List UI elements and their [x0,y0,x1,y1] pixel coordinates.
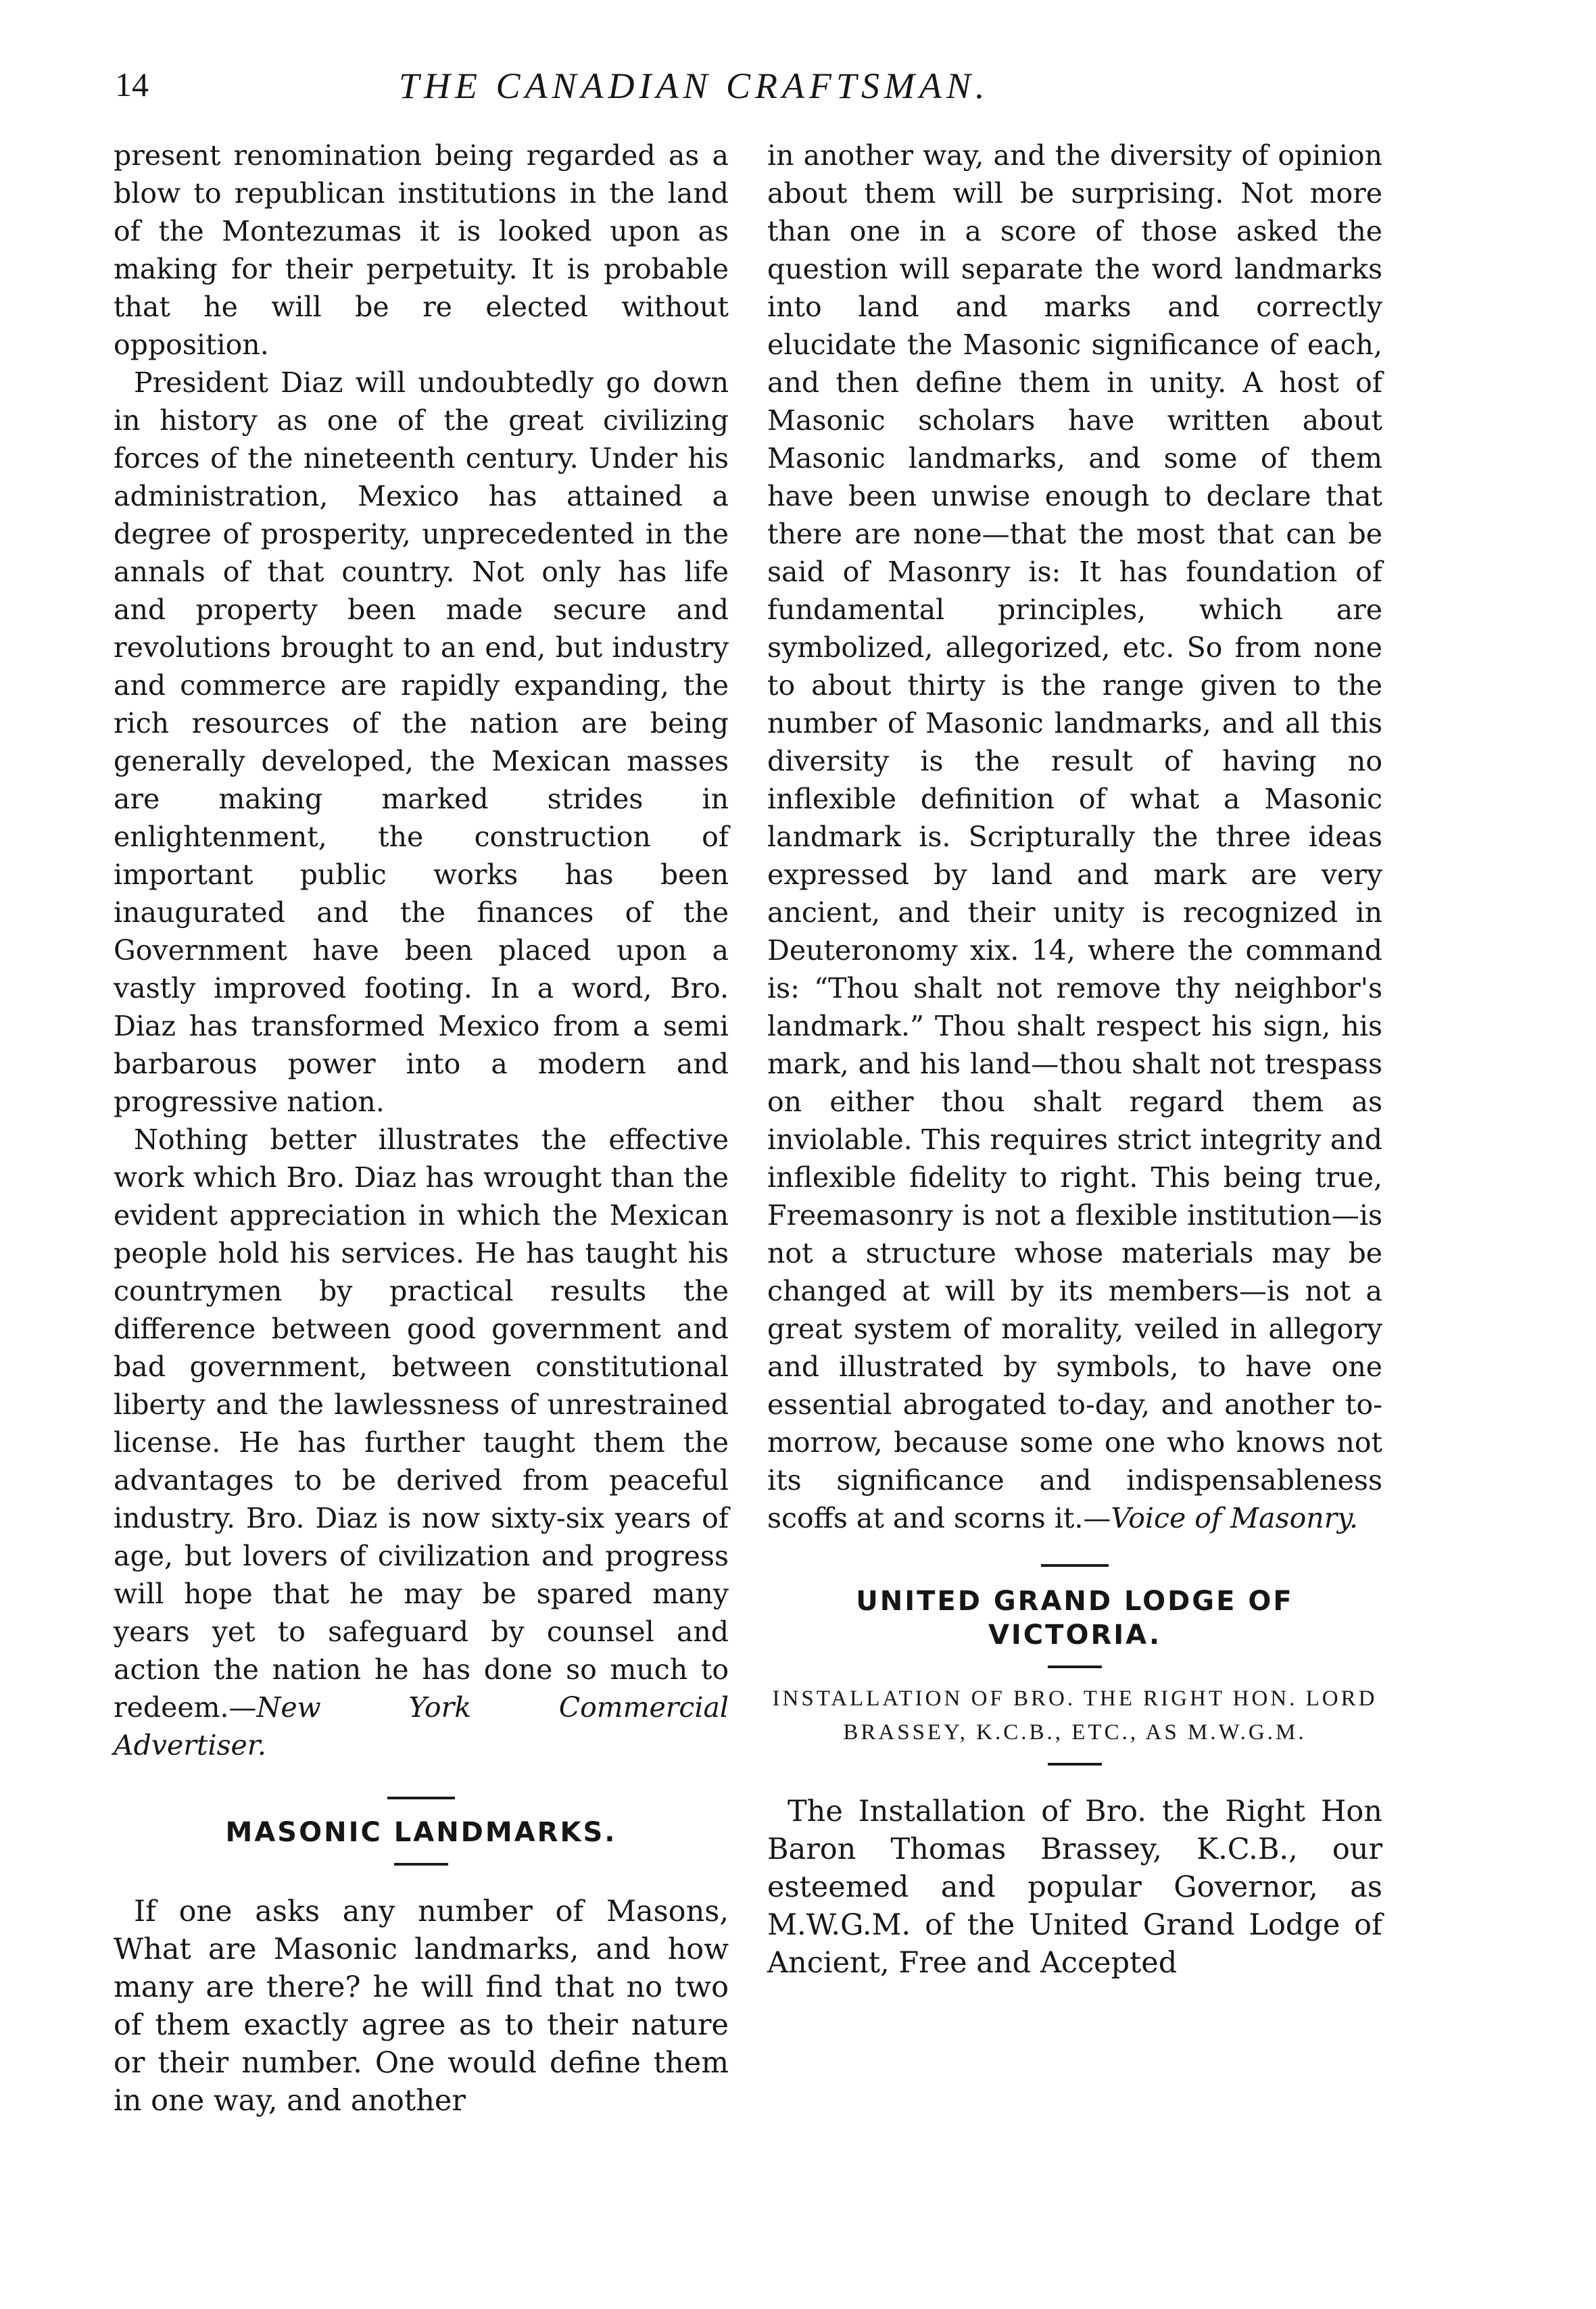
body-paragraph [114,1121,729,1764]
page-number: 14 [115,66,149,103]
page-header [115,65,1406,119]
section-heading: UNITED GRAND LODGE OF VICTORIA. [856,1586,1294,1651]
section-subheading: INSTALLATION OF BRO. THE RIGHT HON. LORD BRASSEY, K.C.B., ETC., AS M.W.G.M. [772,1686,1378,1745]
running-title: THE CANADIAN CRAFTSMAN. [399,66,990,106]
body-paragraph [767,137,1382,1537]
source-citation: Voice of Masonry. [1111,1502,1359,1534]
paragraph-text: Nothing better illustrates the effective work which Bro. Diaz has wrought than the evident appreciation in which the Mexican people hold his services. He has taught his countrymen by practical results the difference between good government and bad government, between constitutional liberty and the lawlessness of unrestrained license. He has further taught them the advantages to be derived from peaceful industry. Bro. Diaz is now sixty-six years of age, but lovers of civilization and progress will hope that he may be spared many years yet to safeguard by counsel and action the nation he has done so much to redeem.— [114,1123,729,1724]
paragraph-text: in another way, and the diversity of opinion about them will be surprising. Not more than one in a score of those asked the question will separate the word landmarks into land and marks and correctly elucidate the Masonic significance of each, and then define them in unity. A host of Masonic scholars have written about Masonic landmarks, and some of them have been unwise enough to declare that there are none—that the most that can be said of Masonry is: It has foundation of fundamental principles, which are symbolized, allegorized, etc. So from none to about thirty is the range given to the number of Masonic landmarks, and all this diversity is the result of having no inflexible definition of what a Masonic landmark is. Scripturally the three ideas expressed by land and mark are very ancient, and their unity is recognized in Deuteronomy xix. 14, where the command is: “Thou shalt not remove thy neighbor's landmark.” Thou shalt respect his sign, his mark, and his land—thou shalt not trespass on either thou shalt regard them as inviolable. This requires strict integrity and inflexible fidelity to right. This being true, Freemasonry is not a flexible institution—is not a structure whose materials may be changed at will by its members—is not a great system of morality, veiled in allegory and illustrated by symbols, to have one essential abrogated to-day, and another to-morrow, because some one who knows not its significance and indispensableness scoffs at and scorns it.— [767,139,1382,1534]
body-paragraph: present renomination being regarded as a blow to republican institutions in the land of the Montezumas it is looked upon as making for their perpetuity. It is probable that he will be re elected without opposition. [114,139,729,361]
body-paragraph: President Diaz will undoubtedly go down in history as one of the great civilizing forces of the nineteenth century. Under his administration, Mexico has attained a degree of prosperity, unprecedented in the annals of that country. Not only has life and property been made secure and revolutions brought to an end, but industry and commerce are rapidly expanding, the rich resources of the nation are being generally developed, the Mexican masses are making marked strides in enlightenment, the construction of important public works has been inaugurated and the finances of the Government have been placed upon a vastly improved footing. In a word, Bro. Diaz has transformed Mexico from a semi barbarous power into a modern and progressive nation. [114,366,729,1118]
left-column [114,137,729,2120]
source-citation: New York Commercial Advertiser. [114,1691,729,1761]
body-paragraph: The Installation of Bro. the Right Hon Baron Thomas Brassey, K.C.B., our esteemed and popular Governor, as M.W.G.M. of the United Grand Lodge of Ancient, Free and Accepted [767,1795,1382,1980]
section-heading: MASONIC LANDMARKS. [225,1817,617,1848]
body-paragraph: If one asks any number of Masons, What are Masonic landmarks, and how many are there? he will find that no two of them exactly agree as to their nature or their number. One would define them in one way, and another [114,1895,729,2118]
right-column [767,137,1382,1982]
